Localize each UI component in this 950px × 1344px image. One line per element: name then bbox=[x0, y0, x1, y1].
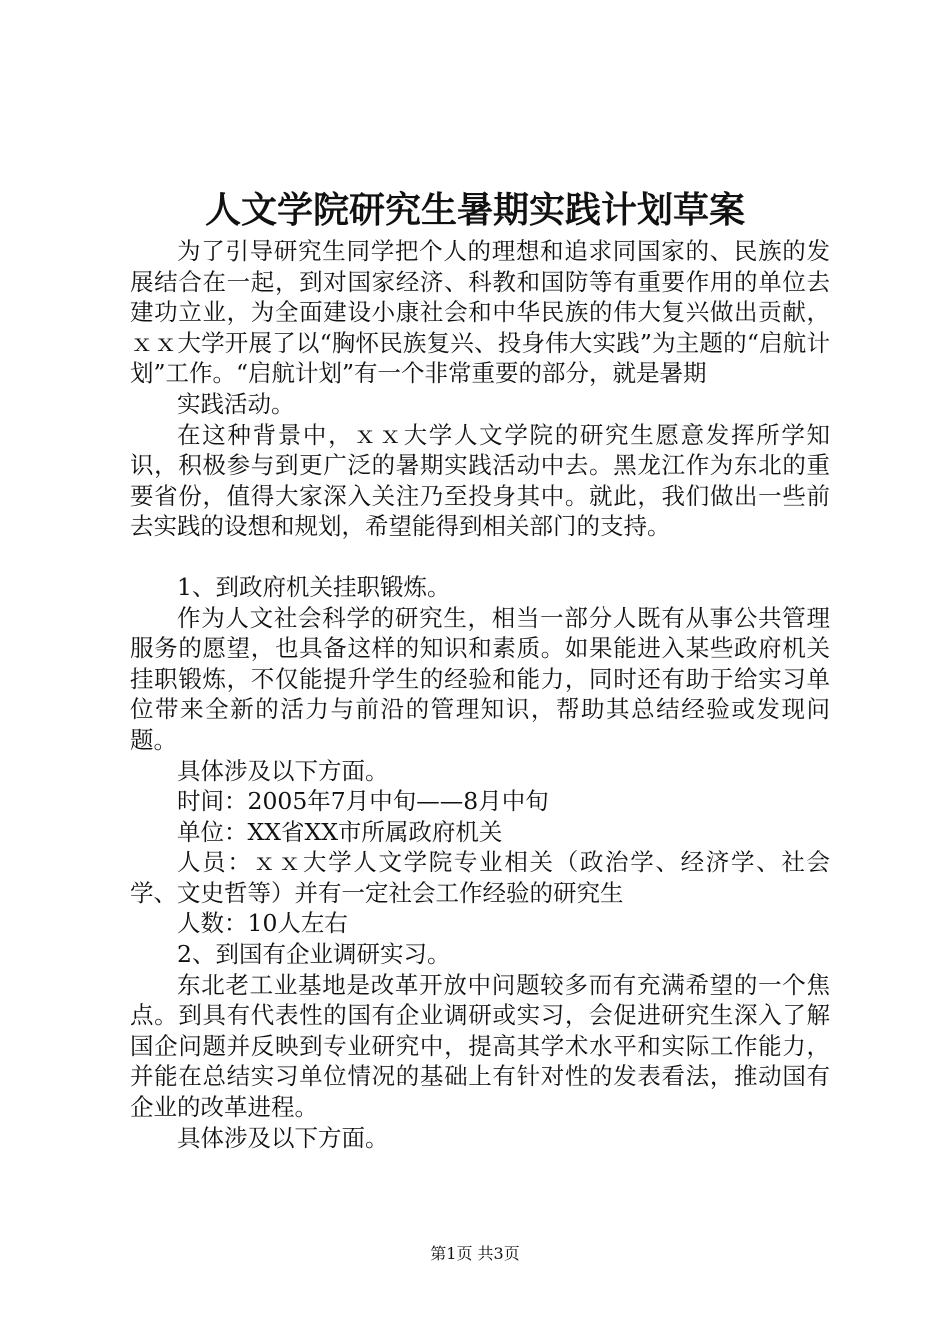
detail-headcount: 人数：10人左右 bbox=[177, 909, 348, 938]
paragraph-intro: 为了引导研究生同学把个人的理想和追求同国家的、民族的发展结合在一起，到对国家经济、科教和国防等有重要作用的单位去建功立业，为全面建设小康社会和中华民族的伟大复兴做出贡献，ｘｘ大学开展了以“胸怀民族复兴、投身伟大实践”为主题的“启航计划”工作。“启航计划”有一个非常重要的部分，就是暑期 bbox=[130, 237, 830, 388]
paragraph-details-intro-2: 具体涉及以下方面。 bbox=[177, 1123, 389, 1152]
document-body bbox=[130, 236, 830, 1153]
paragraph-government: 作为人文社会科学的研究生，相当一部分人既有从事公共管理服务的愿望，也具备这样的知识和素质。如果能进入某些政府机关挂职锻炼，不仅能提升学生的经验和能力，同时还有助于给实习单位带来全新的活力与前沿的管理知识，帮助其总结经验或发现问题。 bbox=[130, 603, 830, 754]
detail-unit: 单位：XX省XX市所属政府机关 bbox=[177, 817, 503, 846]
paragraph-background: 在这种背景中，ｘｘ大学人文学院的研究生愿意发挥所学知识，积极参与到更广泛的暑期实践活动中去。黑龙江作为东北的重要省份，值得大家深入关注乃至投身其中。就此，我们做出一些前去实践的设想和规划，希望能得到相关部门的支持。 bbox=[130, 420, 830, 541]
paragraph-spacer bbox=[130, 542, 830, 572]
page-footer: 第1页 共3页 bbox=[430, 1244, 520, 1263]
document-title: 人文学院研究生暑期实践计划草案 bbox=[204, 189, 745, 231]
paragraph-details-intro: 具体涉及以下方面。 bbox=[177, 756, 389, 785]
paragraph-intro-continued: 实践活动。 bbox=[177, 389, 295, 418]
detail-time: 时间：2005年7月中旬——8月中旬 bbox=[177, 787, 549, 816]
section-heading-government: 1、到政府机关挂职锻炼。 bbox=[177, 572, 451, 601]
detail-personnel: 人员：ｘｘ大学人文学院专业相关（政治学、经济学、社会学、文史哲等）并有一定社会工作经验的研究生 bbox=[130, 848, 830, 907]
section-heading-enterprise: 2、到国有企业调研实习。 bbox=[177, 940, 451, 969]
paragraph-enterprise: 东北老工业基地是改革开放中问题较多而有充满希望的一个焦点。到具有代表性的国有企业调研或实习，会促进研究生深入了解国企问题并反映到专业研究中，提高其学术水平和实际工作能力，并能在总结实习单位情况的基础上有针对性的发表看法，推动国有企业的改革进程。 bbox=[130, 970, 830, 1122]
